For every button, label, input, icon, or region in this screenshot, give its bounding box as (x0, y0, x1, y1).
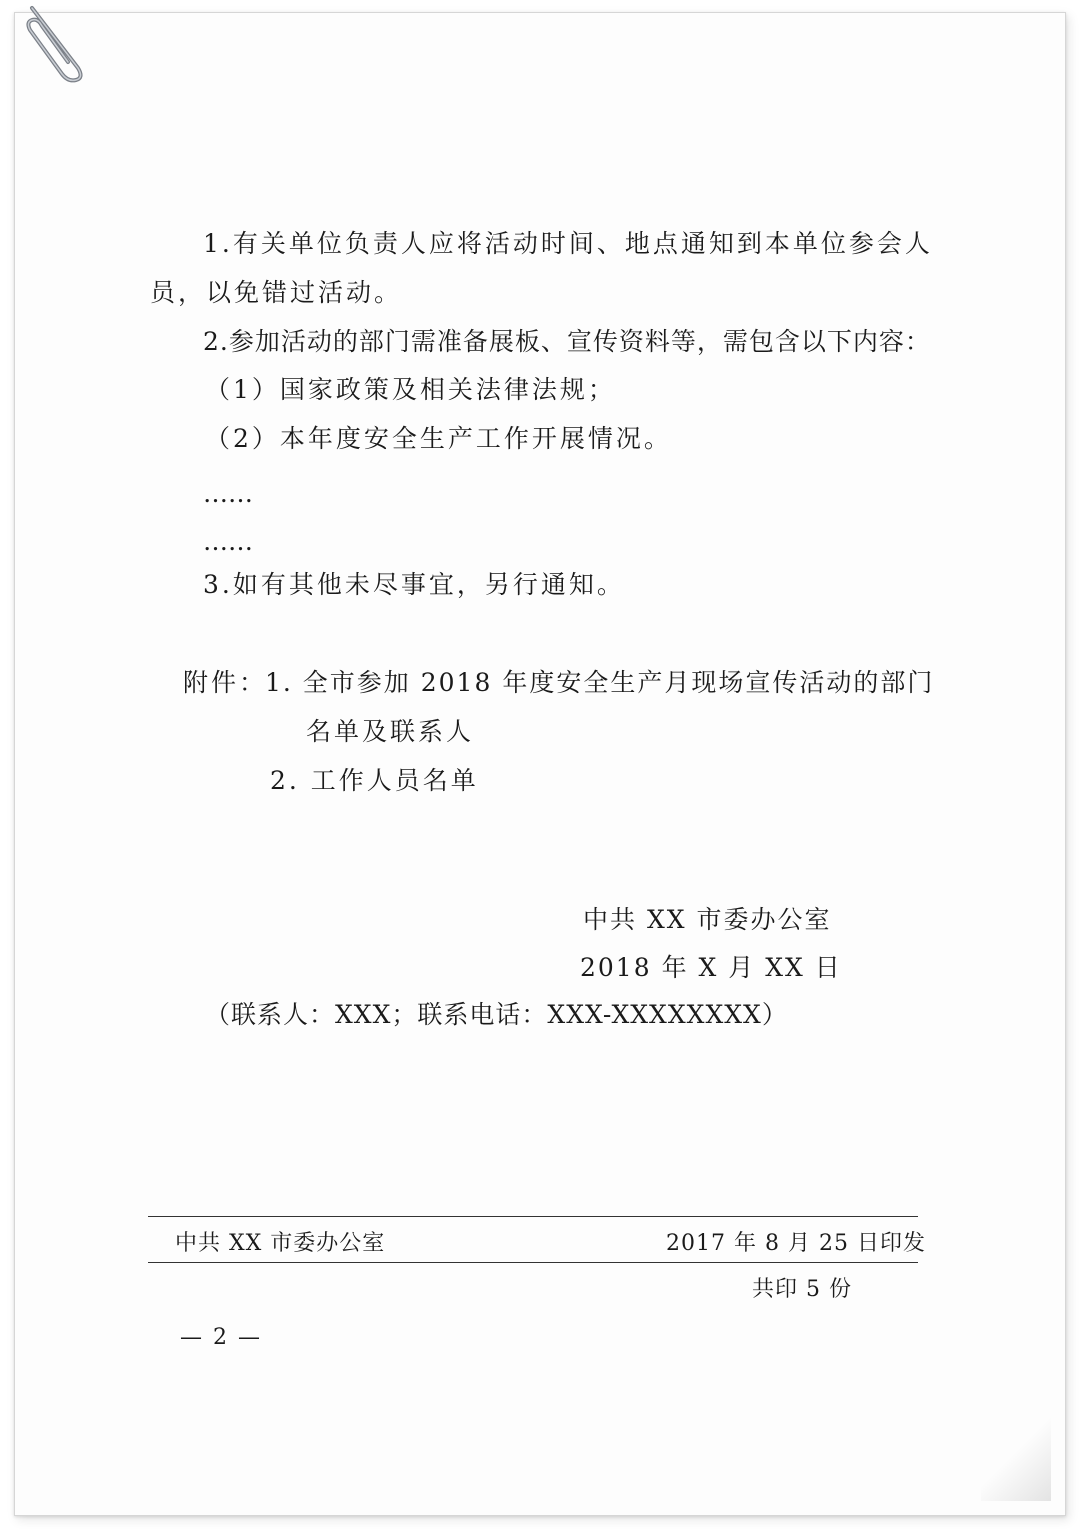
signature-org: 中共 XX 市委办公室 (583, 905, 832, 934)
attachment-label: 附件： (183, 668, 268, 697)
footer-issuer: 中共 XX 市委办公室 (175, 1231, 386, 1256)
signature-date: 2018 年 X 月 XX 日 (580, 953, 842, 982)
ellipsis-2: …… (203, 527, 253, 556)
footer-top-rule (148, 1216, 918, 1217)
footer-bottom-rule (148, 1262, 918, 1263)
footer-issue-date: 2017 年 8 月 25 日印发 (666, 1231, 926, 1256)
attachment-2: 2. 工作人员名单 (270, 766, 479, 795)
item-3: 3.如有其他未尽事宜，另行通知。 (203, 570, 625, 599)
ellipsis-1: …… (203, 479, 253, 508)
page-curl-shadow (981, 1381, 1051, 1501)
sub-item-1: （1）国家政策及相关法律法规； (205, 375, 616, 404)
attachment-1-line-2: 名单及联系人 (306, 717, 475, 746)
item-2: 2.参加活动的部门需准备展板、宣传资料等，需包含以下内容： (203, 327, 931, 356)
paperclip-icon (22, 2, 90, 84)
attachment-1-line-1: 1. 全市参加 2018 年度安全生产月现场宣传活动的部门 (265, 668, 935, 697)
item-1-line-1: 1.有关单位负责人应将活动时间、地点通知到本单位参会人 (203, 229, 933, 258)
item-1-line-2: 员，以免错过活动。 (150, 278, 403, 307)
sub-item-2: （2）本年度安全生产工作开展情况。 (205, 424, 672, 453)
footer-copies: 共印 5 份 (752, 1277, 852, 1302)
page-number: — 2 — (180, 1325, 262, 1350)
contact-info: （联系人：XXX；联系电话：XXX-XXXXXXXX） (205, 1000, 788, 1029)
